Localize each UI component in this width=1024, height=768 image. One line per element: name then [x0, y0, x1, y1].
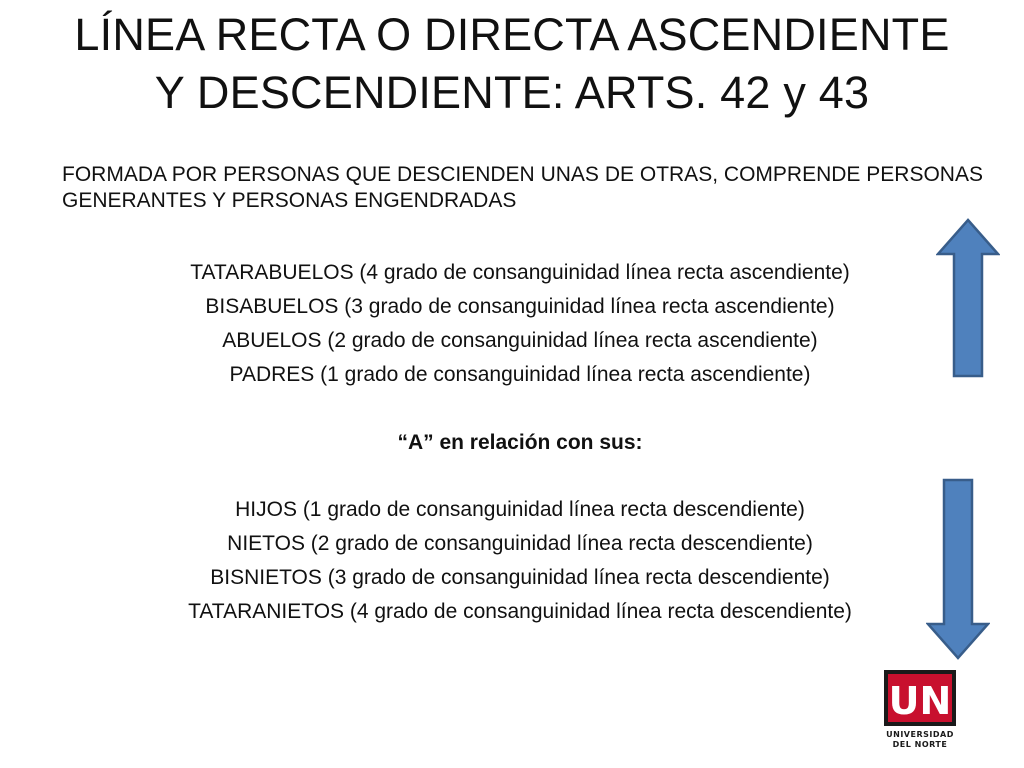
descending-item: HIJOS (1 grado de consanguinidad línea recta descendiente) [235, 498, 805, 521]
arrow-down-shape [928, 480, 988, 658]
arrow-up-icon [936, 218, 1000, 380]
ascending-item: ABUELOS (2 grado de consanguinidad línea recta ascendiente) [222, 329, 818, 352]
title-line-1: LÍNEA RECTA O DIRECTA ASCENDIENTE [74, 9, 950, 60]
descending-list [60, 493, 980, 629]
descending-item: NIETOS (2 grado de consanguinidad línea recta descendiente) [227, 532, 813, 555]
descending-item: BISNIETOS (3 grado de consanguinidad línea recta descendiente) [210, 566, 830, 589]
logo-line-2: DEL NORTE [892, 740, 948, 749]
ascending-list [60, 256, 980, 392]
descending-item: TATARANIETOS (4 grado de consanguinidad línea recta descendiente) [188, 600, 852, 623]
title-line-2: Y DESCENDIENTE: ARTS. 42 y 43 [154, 67, 870, 118]
ascending-item: PADRES (1 grado de consanguinidad línea recta ascendiente) [229, 363, 811, 386]
arrow-down-icon [926, 478, 990, 660]
logo-line-1: UNIVERSIDAD [886, 730, 954, 739]
ascending-item: BISABUELOS (3 grado de consanguinidad línea recta ascendiente) [205, 295, 835, 318]
relation-heading: “A” en relación con sus: [397, 431, 643, 454]
logo-letters: UN [888, 679, 952, 723]
ascending-item: TATARABUELOS (4 grado de consanguinidad línea recta ascendiente) [190, 261, 850, 284]
arrow-up-shape [938, 220, 998, 376]
slide-title [40, 6, 984, 122]
intro-text: FORMADA POR PERSONAS QUE DESCIENDEN UNAS DE OTRAS, COMPRENDE PERSONAS GENERANTES Y PERSONAS ENGENDRADAS [62, 163, 983, 212]
